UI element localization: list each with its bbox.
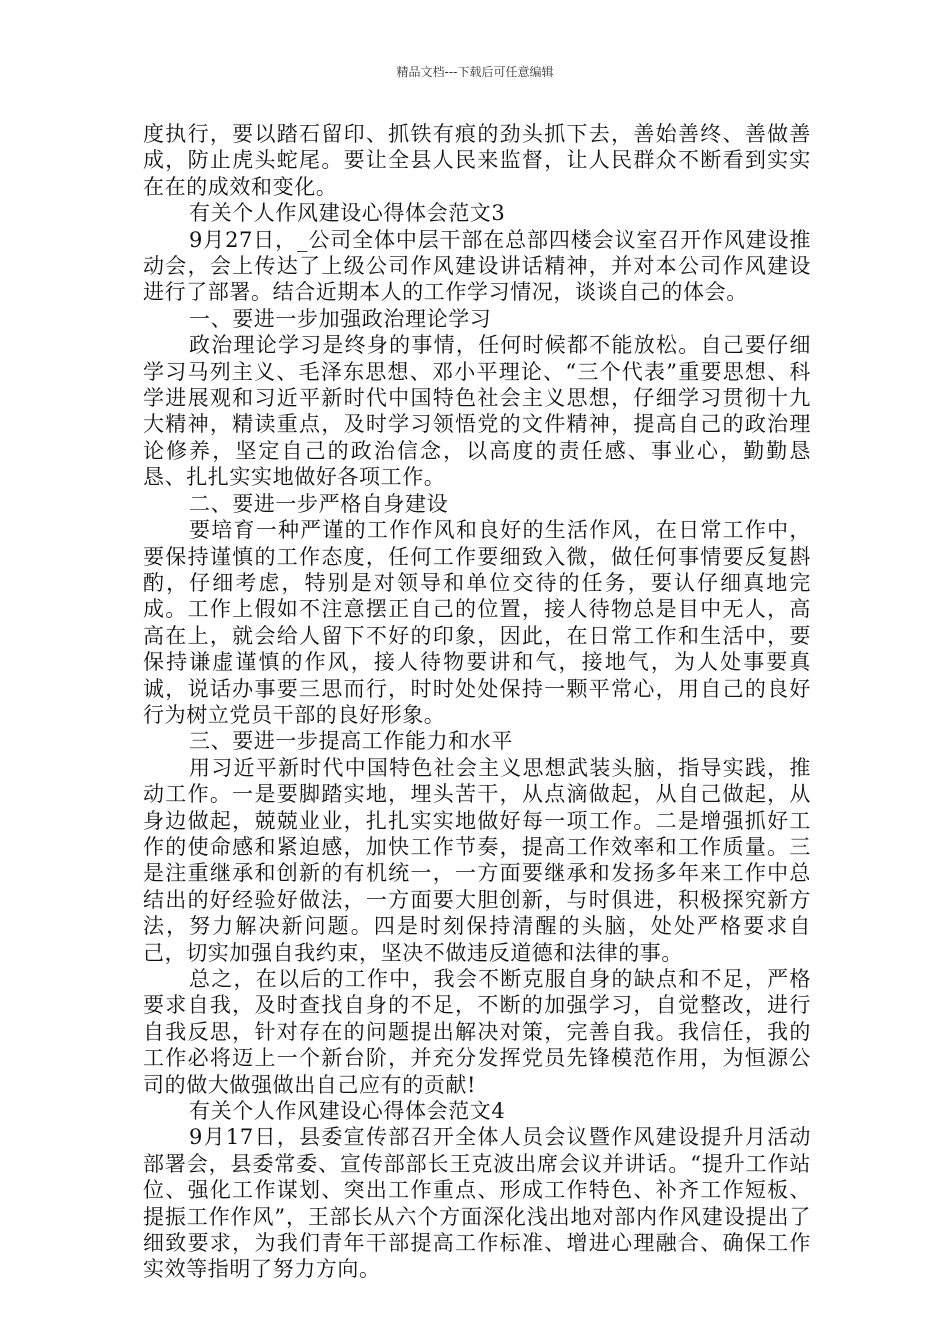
- paragraph-intro-3: 9月27日，_公司全体中层干部在总部四楼会议室召开作风建设推动会，会上传达了上级公司作风建设讲话精神，并对本公司作风建设进行了部署。结合近期本人的工作学习情况，谈谈自己的体会。: [143, 227, 811, 305]
- section-title-3: 有关个人作风建设心得体会范文3: [189, 201, 506, 226]
- heading-point-3: 三、要进一步提高工作能力和水平: [189, 729, 513, 754]
- paragraph-intro-4: 9月17日，县委宣传部召开全体人员会议暨作风建设提升月活动部署会，县委常委、宣传部部长王克波出席会议并讲话。“提升工作站位、强化工作谋划、突出工作重点、形成工作特色、补齐工作短板、提振工作作风”，王部长从六个方面深化浅出地对部内作风建设提出了细致要求，为我们青年干部提高工作标准、增进心理融合、确保工作实效等指明了努力方向。: [143, 1125, 811, 1282]
- paragraph-continuation: 度执行，要以踏石留印、抓铁有痕的劲头抓下去，善始善终、善做善成，防止虎头蛇尾。要让全县人民来监督，让人民群众不断看到实实在在的成效和变化。: [143, 122, 811, 199]
- paragraph-point-3: 用习近平新时代中国特色社会主义思想武装头脑，指导实践，推动工作。一是要脚踏实地，埋头苦干，从点滴做起，从自己做起，从身边做起，兢兢业业，扎扎实实地做好每一项工作。二是增强抓好工作的使命感和紧迫感，加快工作节奏，提高工作效率和工作质量。三是注重继承和创新的有机统一，一方面要继承和发扬多年来工作中总结出的好经验好做法，一方面要大胆创新，与时俱进，积极探究新方法，努力解决新问题。四是时刻保持清醒的头脑，处处严格要求自己，切实加强自我约束，坚决不做违反道德和法律的事。: [143, 755, 811, 965]
- paragraph-point-2: 要培育一种严谨的工作作风和良好的生活作风，在日常工作中，要保持谨慎的工作态度，任何工作要细致入微，做任何事情要反复斟酌，仔细考虑，特别是对领导和单位交待的任务，要认仔细真地完成。工作上假如不注意摆正自己的位置，接人待物总是目中无人，高高在上，就会给人留下不好的印象，因此，在日常工作和生活中，要保持谦虚谨慎的作风，接人待物要讲和气，接地气，为人处事要真诚，说话办事要三思而行，时时处处保持一颗平常心，用自己的良好行为树立党员干部的良好形象。: [143, 518, 811, 727]
- heading-point-2: 二、要进一步严格自身建设: [189, 491, 449, 516]
- paragraph-point-1: 政治理论学习是终身的事情，任何时候都不能放松。自己要仔细学习马列主义、毛泽东思想、邓小平理论、“三个代表”重要思想、科学进展观和习近平新时代中国特色社会主义思想，仔细学习贯彻十九大精神，精读重点，及时学习领悟党的文件精神，提高自己的政治理论修养，坚定自己的政治信念，以高度的责任感、事业心，勤勤恳恳、扎扎实实地做好各项工作。: [143, 333, 811, 490]
- paragraph-summary: 总之，在以后的工作中，我会不断克服自身的缺点和不足，严格要求自我，及时查找自身的不足，不断的加强学习，自觉整改，进行自我反思，针对存在的问题提出解决对策，完善自我。我信任，我的工作必将迈上一个新台阶，并充分发挥党员先锋模范作用，为恒源公司的做大做强做出自己应有的贡献!: [143, 967, 811, 1097]
- page-header: 精品文档---下载后可任意编辑: [396, 65, 554, 79]
- section-title-4: 有关个人作风建设心得体会范文4: [189, 1099, 506, 1124]
- heading-point-1: 一、要进一步加强政治理论学习: [189, 306, 492, 331]
- document-body: [143, 121, 811, 1283]
